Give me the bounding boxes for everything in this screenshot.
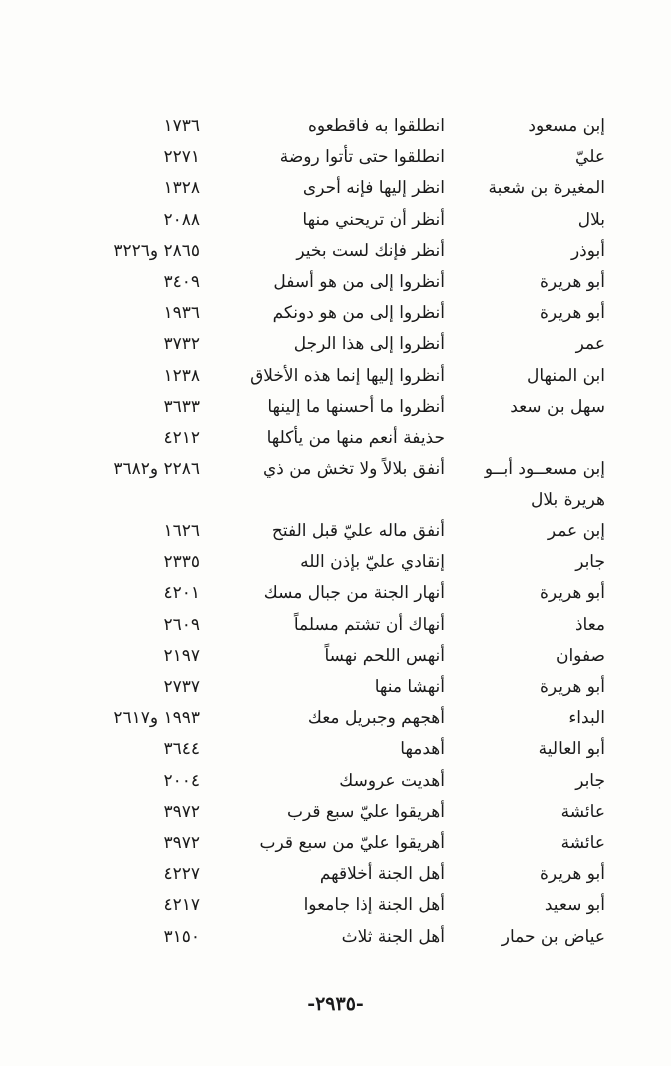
table-row [60, 672, 605, 703]
number-cell: ٢٠٠٤ [163, 770, 200, 791]
number-cell: ٢٧٣٧ [163, 677, 200, 697]
narrator-cell: أبو هريرة [539, 864, 605, 885]
hadith-cell: أنظروا ما أحسنها ما إلينها [267, 396, 445, 417]
narrator-continuation: هريرة بلال [531, 490, 605, 511]
table-row [60, 610, 605, 641]
hadith-cell: أهديت عروسك [339, 770, 445, 791]
hadith-cell: أنفق ماله عليّ قبل الفتح [271, 521, 445, 542]
narrator-cell: عمر [575, 334, 605, 355]
narrator-cell: أبو هريرة [539, 271, 605, 292]
table-row [60, 890, 605, 921]
number-cell: ٣٧٣٢ [163, 334, 200, 355]
hadith-cell: أهجهم وجبريل معك [307, 708, 445, 729]
table-row [60, 734, 605, 765]
number-cell: ٢٦٠٩ [163, 614, 200, 635]
hadith-cell: أنظروا إلى من هو أسفل [273, 271, 445, 292]
table-row [60, 454, 605, 516]
narrator-cell: أبو هريرة [539, 677, 605, 697]
hadith-cell: أهريقوا عليّ من سبع قرب [259, 832, 445, 853]
table-row [60, 392, 605, 423]
narrator-cell: صفوان [555, 645, 605, 666]
narrator-cell: المغيرة بن شعبة [488, 178, 605, 199]
hadith-cell: أنظروا إلى هذا الرجل [293, 334, 445, 355]
hadith-cell: حذيفة أنعم منها من يأكلها [266, 427, 445, 448]
hadith-cell: أهل الجنة أخلاقهم [319, 864, 445, 885]
number-cell: ١٩٩٣ و٢٦١٧ [113, 708, 200, 729]
hadith-cell: إنقادي عليّ بإذن الله [300, 552, 445, 573]
table-row [60, 797, 605, 828]
table-row [60, 516, 605, 547]
number-cell: ١٦٢٦ [163, 521, 200, 542]
number-cell: ٢٢٧١ [163, 147, 200, 168]
number-cell: ٢٢٨٦ و٣٦٨٢ [113, 459, 200, 480]
number-cell: ٢١٩٧ [163, 645, 200, 666]
table-row [60, 111, 605, 142]
hadith-cell: أهل الجنة ثلاث [341, 926, 445, 947]
hadith-cell: أنهشا منها [374, 677, 445, 697]
hadith-cell: انطلقوا حتى تأتوا روضة [279, 147, 445, 168]
table-row [60, 547, 605, 578]
number-cell: ٣١٥٠ [163, 926, 200, 947]
number-cell: ١٩٣٦ [163, 303, 200, 324]
narrator-cell: جابر [575, 552, 605, 573]
number-cell: ٤٢١٧ [163, 895, 200, 916]
hadith-cell: أهريقوا عليّ سبع قرب [287, 801, 445, 822]
table-row [60, 142, 605, 173]
number-cell: ١٢٣٨ [163, 365, 200, 386]
table-row [60, 922, 605, 953]
number-cell: ٢٠٨٨ [163, 209, 200, 230]
hadith-cell: أهل الجنة إذا جامعوا [303, 895, 445, 916]
narrator-cell: البداء [568, 708, 605, 729]
hadith-cell: أنهاك أن تشتم مسلماً [293, 614, 445, 635]
narrator-cell: إبن مسعــود أبــو [484, 459, 605, 480]
narrator-cell: أبو هريرة [539, 583, 605, 604]
narrator-cell: أبو هريرة [539, 303, 605, 324]
table-row [60, 205, 605, 236]
table-row [60, 828, 605, 859]
narrator-cell: جابر [575, 770, 605, 791]
hadith-cell: أنهس اللحم نهساً [324, 645, 445, 666]
narrator-cell: سهل بن سعد [510, 396, 605, 417]
hadith-cell: أهدمها [400, 739, 445, 760]
table-row [60, 641, 605, 672]
narrator-cell: إبن مسعود [528, 116, 605, 136]
hadith-cell: انظر إليها فإنه أحرى [302, 178, 445, 199]
hadith-cell: أنظروا إلى من هو دونكم [272, 303, 445, 324]
table-row [60, 236, 605, 267]
number-cell: ٤٢١٢ [163, 427, 200, 448]
narrator-cell: أبو العالية [538, 739, 605, 760]
table-row [60, 173, 605, 204]
number-cell: ٣٩٧٢ [163, 801, 200, 822]
hadith-cell: أنظر أن تريحني منها [302, 209, 445, 230]
number-cell: ٣٩٧٢ [163, 832, 200, 853]
narrator-cell: عائشة [560, 801, 605, 822]
narrator-cell: إبن عمر [547, 521, 605, 542]
hadith-cell: أنهار الجنة من جبال مسك [263, 583, 445, 604]
number-cell: ٣٦٣٣ [163, 396, 200, 417]
narrator-cell: بلال [577, 209, 605, 230]
page-number: -٢٩٣٥- [307, 993, 364, 1015]
table-row [60, 859, 605, 890]
table-row [60, 267, 605, 298]
number-cell: ٣٤٠٩ [163, 271, 200, 292]
table-row [60, 578, 605, 609]
narrator-cell: أبو سعيد [544, 895, 605, 916]
index-table [60, 111, 605, 953]
number-cell: ٤٢٠١ [163, 583, 200, 604]
table-row [60, 423, 605, 454]
narrator-cell: أبوذر [570, 240, 605, 261]
table-row [60, 298, 605, 329]
number-cell: ٤٢٢٧ [163, 864, 200, 885]
narrator-cell: عياض بن حمار [501, 926, 605, 947]
number-cell: ١٣٢٨ [163, 178, 200, 199]
narrator-cell: ابن المنهال [526, 365, 605, 386]
table-row [60, 361, 605, 392]
number-cell: ١٧٣٦ [163, 116, 200, 136]
hadith-cell: أنظر فإنك لست بخير [296, 240, 445, 261]
hadith-cell: انطلقوا به فاقطعوه [307, 116, 445, 136]
table-row [60, 703, 605, 734]
number-cell: ٣٦٤٤ [163, 739, 200, 760]
table-row [60, 329, 605, 360]
narrator-cell: عليّ [575, 147, 605, 168]
number-cell: ٢٨٦٥ و٣٢٢٦ [113, 240, 200, 261]
number-cell: ٢٣٣٥ [163, 552, 200, 573]
narrator-cell: عائشة [560, 832, 605, 853]
narrator-cell: معاذ [574, 614, 605, 635]
hadith-cell: أنظروا إليها إنما هذه الأخلاق [250, 365, 445, 386]
hadith-cell: أنفق بلالاً ولا تخش من ذي [262, 459, 445, 480]
table-row [60, 766, 605, 797]
